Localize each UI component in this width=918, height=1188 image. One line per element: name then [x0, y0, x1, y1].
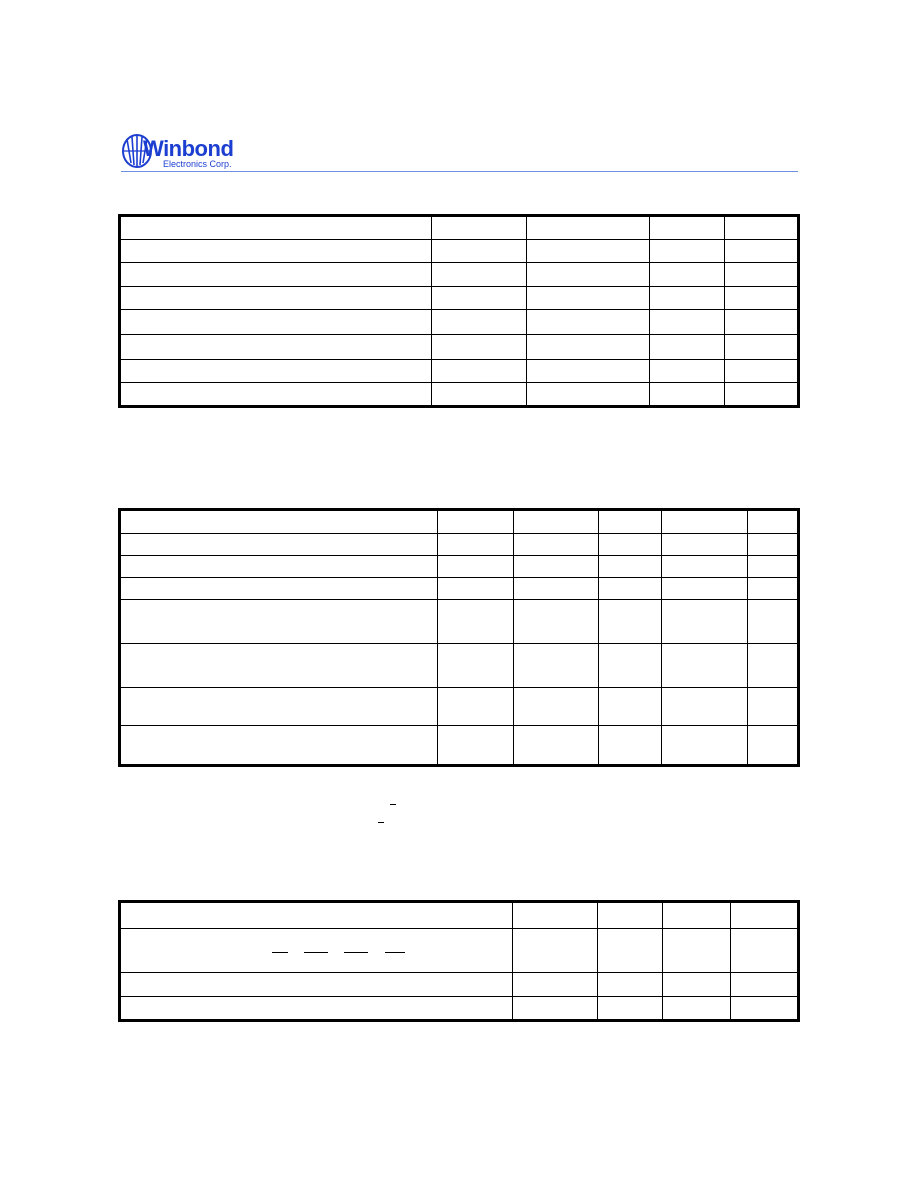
table-row — [120, 902, 799, 929]
table-row — [120, 263, 799, 287]
winbond-logo — [121, 133, 251, 173]
table-row — [120, 556, 799, 578]
table-2 — [118, 508, 800, 767]
overbar-mark — [304, 952, 328, 953]
logo-wordmark: Winbond — [143, 136, 234, 161]
table-row — [120, 287, 799, 310]
table-row — [120, 216, 799, 240]
table-row — [120, 997, 799, 1021]
table-3 — [118, 900, 800, 1022]
table-row — [120, 310, 799, 335]
table-row — [120, 578, 799, 600]
table-row — [120, 360, 799, 383]
table-row — [120, 534, 799, 556]
overbar-mark — [272, 952, 288, 953]
table-row — [120, 240, 799, 263]
table-row — [120, 688, 799, 726]
table-row — [120, 929, 799, 973]
overbar-mark — [385, 952, 405, 953]
table-row — [120, 600, 799, 644]
table-row — [120, 335, 799, 360]
table-row — [120, 510, 799, 534]
header-rule — [121, 171, 798, 172]
table-1 — [118, 214, 800, 408]
overbar-mark — [378, 822, 384, 823]
table-row — [120, 644, 799, 688]
table-row — [120, 973, 799, 997]
table-row — [120, 383, 799, 407]
logo-subtitle: Electronics Corp. — [163, 159, 232, 169]
table-row — [120, 726, 799, 766]
overbar-mark — [344, 952, 368, 953]
overbar-mark — [390, 804, 396, 805]
